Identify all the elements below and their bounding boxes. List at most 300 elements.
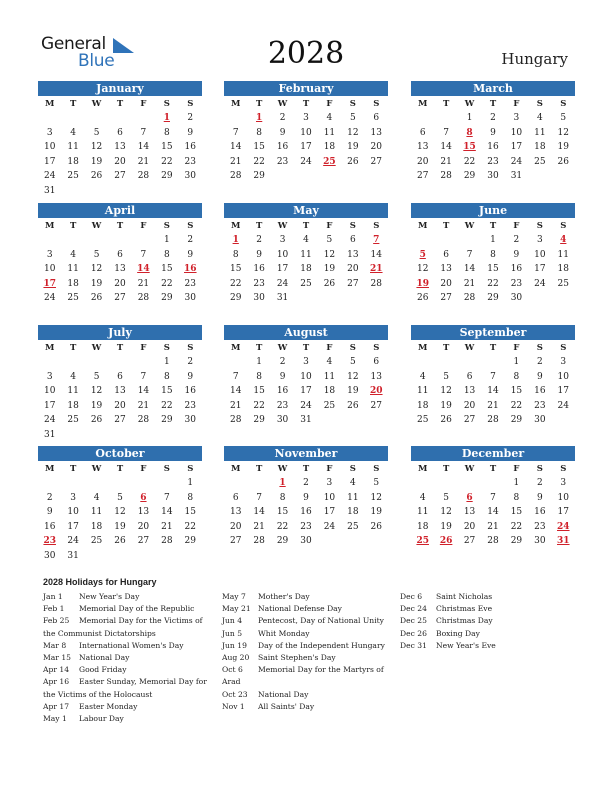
day-cell: 16 xyxy=(510,264,523,274)
weekday-label: S xyxy=(560,464,567,474)
holiday-date: Apr 14 xyxy=(43,665,70,675)
day-cell: 26 xyxy=(416,293,429,303)
day-cell: 20 xyxy=(416,156,429,167)
holiday-day-cell: 7 xyxy=(373,235,380,245)
day-cell: 20 xyxy=(370,142,382,152)
holiday-name: Easter Sunday, Memorial Day for the Victims of the Holocaust xyxy=(43,677,207,699)
holiday-entry xyxy=(222,664,388,688)
empty-day-cell xyxy=(108,355,131,370)
day-cell: 9 xyxy=(187,249,194,260)
day-cell: 14 xyxy=(440,142,452,152)
day-cell: 7 xyxy=(490,371,496,382)
holiday-date: Mar 15 xyxy=(43,653,72,663)
weekday-label: T xyxy=(255,464,263,474)
day-cell: 7 xyxy=(232,127,239,138)
holiday-day-cell: 25 xyxy=(416,536,429,546)
day-cell: 29 xyxy=(184,536,196,546)
day-cell: 31 xyxy=(300,415,312,425)
day-cell: 6 xyxy=(419,127,426,138)
day-cell: 16 xyxy=(534,386,546,396)
holiday-name: All Saints' Day xyxy=(258,701,315,711)
day-cell: 21 xyxy=(137,400,150,411)
weekday-label: T xyxy=(302,221,310,231)
month-day-grid xyxy=(411,461,575,549)
day-cell: 3 xyxy=(560,478,567,488)
day-cell: 26 xyxy=(323,278,336,289)
day-cell: 17 xyxy=(300,386,312,396)
month-day-grid xyxy=(224,96,388,184)
day-cell: 4 xyxy=(70,249,76,260)
empty-day-cell xyxy=(132,476,155,491)
empty-day-cell xyxy=(155,476,178,491)
weekday-label: S xyxy=(373,464,380,474)
day-cell: 16 xyxy=(487,142,499,152)
weekday-label: T xyxy=(442,343,450,353)
weekday-label: T xyxy=(255,343,263,353)
day-cell: 17 xyxy=(276,264,289,274)
holiday-entry xyxy=(43,652,209,664)
day-cell: 16 xyxy=(276,142,289,152)
day-cell: 23 xyxy=(300,521,312,532)
day-cell: 20 xyxy=(463,400,476,411)
month-header: August xyxy=(224,325,388,340)
day-cell: 11 xyxy=(323,127,336,138)
holiday-name: Day of the Independent Hungary xyxy=(258,640,385,650)
weekday-label: S xyxy=(163,99,170,109)
holiday-date: May 1 xyxy=(43,714,67,724)
day-cell: 27 xyxy=(114,293,126,303)
day-cell: 18 xyxy=(416,400,429,411)
weekday-label: M xyxy=(45,99,55,109)
empty-day-cell xyxy=(132,233,155,248)
weekday-label: W xyxy=(91,464,102,474)
weekday-label: W xyxy=(464,464,475,474)
holiday-name: Christmas Eve xyxy=(436,604,493,614)
holiday-date: Jun 19 xyxy=(222,640,247,650)
day-cell: 5 xyxy=(373,478,380,488)
weekday-label: F xyxy=(140,464,147,474)
holiday-entry xyxy=(43,713,209,725)
empty-day-cell xyxy=(434,355,457,370)
day-cell: 18 xyxy=(416,521,429,532)
day-cell: 23 xyxy=(534,521,546,532)
day-cell: 9 xyxy=(303,492,309,503)
day-cell: 28 xyxy=(137,171,150,181)
weekday-label: S xyxy=(187,343,194,353)
holiday-day-cell: 6 xyxy=(466,492,473,503)
day-cell: 10 xyxy=(557,492,569,503)
holiday-date: Oct 6 xyxy=(222,665,243,675)
day-cell: 8 xyxy=(256,127,262,138)
brand-triangle-icon xyxy=(113,38,134,53)
day-cell: 2 xyxy=(187,357,194,367)
day-cell: 16 xyxy=(534,507,546,517)
day-cell: 29 xyxy=(161,171,173,181)
weekday-label: M xyxy=(418,221,428,231)
holiday-day-cell: 26 xyxy=(439,536,453,546)
day-cell: 28 xyxy=(440,171,452,181)
day-cell: 30 xyxy=(276,415,289,425)
month-june xyxy=(411,203,575,306)
holiday-entry xyxy=(222,640,388,652)
day-cell: 3 xyxy=(46,249,53,260)
day-cell: 25 xyxy=(557,278,569,289)
month-january xyxy=(38,81,202,198)
month-header: June xyxy=(411,203,575,218)
day-cell: 15 xyxy=(161,142,173,152)
weekday-label: S xyxy=(349,221,356,231)
weekday-label: F xyxy=(140,221,147,231)
day-cell: 12 xyxy=(90,386,103,396)
day-cell: 10 xyxy=(276,249,289,260)
day-cell: 7 xyxy=(466,249,473,260)
empty-day-cell xyxy=(434,476,457,491)
weekday-label: W xyxy=(464,99,475,109)
month-march xyxy=(411,81,575,184)
day-cell: 28 xyxy=(137,293,150,303)
empty-day-cell xyxy=(132,111,155,126)
day-cell: 25 xyxy=(323,400,336,411)
day-cell: 13 xyxy=(440,264,452,274)
weekday-label: W xyxy=(91,99,102,109)
day-cell: 29 xyxy=(510,415,523,425)
holiday-date: Jun 4 xyxy=(222,616,243,626)
day-cell: 14 xyxy=(229,142,242,152)
holiday-date: Dec 25 xyxy=(400,616,427,626)
weekday-label: T xyxy=(255,99,263,109)
day-cell: 5 xyxy=(349,357,356,367)
day-cell: 26 xyxy=(347,400,359,411)
empty-day-cell xyxy=(85,476,108,491)
day-cell: 12 xyxy=(347,371,359,382)
day-cell: 20 xyxy=(440,278,452,289)
holiday-name: Easter Monday xyxy=(79,701,138,711)
weekday-label: F xyxy=(513,343,520,353)
empty-day-cell xyxy=(85,111,108,126)
month-november xyxy=(224,446,388,549)
day-cell: 13 xyxy=(370,371,382,382)
weekday-label: S xyxy=(560,221,567,231)
day-cell: 27 xyxy=(114,171,126,181)
empty-day-cell xyxy=(458,476,481,491)
day-cell: 10 xyxy=(300,127,312,138)
day-cell: 13 xyxy=(463,386,476,396)
day-cell: 11 xyxy=(67,386,79,396)
day-cell: 11 xyxy=(416,386,429,396)
weekday-label: M xyxy=(231,221,241,231)
day-cell: 19 xyxy=(347,386,359,396)
day-cell: 8 xyxy=(163,371,170,382)
day-cell: 27 xyxy=(440,293,452,303)
day-cell: 5 xyxy=(443,492,449,503)
weekday-label: M xyxy=(418,464,428,474)
day-cell: 7 xyxy=(490,492,496,503)
weekday-label: T xyxy=(116,221,124,231)
day-cell: 28 xyxy=(161,536,173,546)
day-cell: 5 xyxy=(93,127,100,138)
weekday-label: F xyxy=(326,99,333,109)
day-cell: 2 xyxy=(279,357,286,367)
holiday-day-cell: 1 xyxy=(279,478,286,488)
day-cell: 26 xyxy=(114,536,126,546)
empty-day-cell xyxy=(411,111,434,126)
day-cell: 4 xyxy=(326,113,333,123)
brand-logo xyxy=(41,34,141,74)
weekday-label: S xyxy=(187,221,194,231)
day-cell: 16 xyxy=(276,386,289,396)
weekday-label: S xyxy=(163,221,170,231)
day-cell: 23 xyxy=(487,156,499,167)
day-cell: 11 xyxy=(557,249,569,260)
empty-day-cell xyxy=(61,355,84,370)
holiday-entry xyxy=(43,664,209,676)
day-cell: 3 xyxy=(303,113,309,123)
day-cell: 8 xyxy=(490,249,496,260)
day-cell: 12 xyxy=(347,127,359,138)
weekday-label: T xyxy=(489,99,497,109)
day-cell: 25 xyxy=(416,415,429,425)
month-header: March xyxy=(411,81,575,96)
holiday-date: Dec 24 xyxy=(400,604,427,614)
holiday-name: Memorial Day for the Victims of the Communist Dictatorships xyxy=(43,616,203,638)
holiday-entry xyxy=(400,615,570,627)
day-cell: 13 xyxy=(416,142,429,152)
weekday-label: S xyxy=(373,221,380,231)
weekday-label: M xyxy=(418,99,428,109)
day-cell: 20 xyxy=(114,156,126,167)
day-cell: 23 xyxy=(184,400,196,411)
holiday-date: Aug 20 xyxy=(222,653,250,663)
day-cell: 19 xyxy=(323,264,336,274)
day-cell: 27 xyxy=(137,536,150,546)
day-cell: 25 xyxy=(90,536,103,546)
day-cell: 9 xyxy=(46,507,53,517)
weekday-label: F xyxy=(513,464,520,474)
day-cell: 12 xyxy=(440,386,452,396)
holiday-date: May 21 xyxy=(222,604,251,614)
day-cell: 30 xyxy=(253,293,265,303)
weekday-label: T xyxy=(69,343,77,353)
day-cell: 26 xyxy=(557,156,569,167)
month-header: October xyxy=(38,446,202,461)
day-cell: 2 xyxy=(513,235,520,245)
day-cell: 15 xyxy=(510,386,523,396)
day-cell: 19 xyxy=(370,507,382,517)
day-cell: 3 xyxy=(46,127,53,138)
day-cell: 12 xyxy=(114,507,126,517)
day-cell: 6 xyxy=(349,235,356,245)
day-cell: 22 xyxy=(161,400,173,411)
day-cell: 14 xyxy=(137,142,150,152)
day-cell: 19 xyxy=(90,278,103,289)
holiday-day-cell: 16 xyxy=(184,264,197,274)
day-cell: 28 xyxy=(487,415,499,425)
weekday-label: W xyxy=(91,221,102,231)
day-cell: 31 xyxy=(510,171,523,181)
day-cell: 25 xyxy=(67,171,79,181)
month-day-grid xyxy=(224,461,388,549)
day-cell: 13 xyxy=(370,127,382,138)
day-cell: 27 xyxy=(416,171,429,181)
holiday-date: Dec 31 xyxy=(400,640,427,650)
holidays-title: 2028 Holidays for Hungary xyxy=(43,577,157,587)
month-header: September xyxy=(411,325,575,340)
weekday-label: S xyxy=(163,464,170,474)
day-cell: 2 xyxy=(536,478,543,488)
holidays-section xyxy=(43,577,573,724)
empty-day-cell xyxy=(132,355,155,370)
day-cell: 18 xyxy=(300,264,312,274)
holiday-entry xyxy=(222,701,388,713)
holiday-entry xyxy=(400,640,570,652)
holiday-date: Dec 26 xyxy=(400,628,427,638)
day-cell: 22 xyxy=(253,156,265,167)
day-cell: 27 xyxy=(370,400,382,411)
day-cell: 26 xyxy=(90,415,103,425)
day-cell: 4 xyxy=(303,235,309,245)
day-cell: 9 xyxy=(536,371,543,382)
day-cell: 15 xyxy=(229,264,242,274)
day-cell: 25 xyxy=(300,278,312,289)
day-cell: 24 xyxy=(43,293,56,303)
holiday-name: Saint Nicholas xyxy=(436,592,493,601)
holiday-day-cell: 5 xyxy=(419,249,426,260)
day-cell: 6 xyxy=(117,127,123,138)
day-cell: 28 xyxy=(229,171,242,181)
holiday-name: Labour Day xyxy=(79,714,124,724)
day-cell: 5 xyxy=(326,235,333,245)
holiday-entry xyxy=(222,591,388,603)
day-cell: 22 xyxy=(161,156,173,167)
day-cell: 23 xyxy=(276,156,289,167)
day-cell: 9 xyxy=(536,492,543,503)
day-cell: 28 xyxy=(229,415,242,425)
holiday-name: Saint Stephen's Day xyxy=(258,653,336,663)
day-cell: 6 xyxy=(466,371,473,382)
day-cell: 8 xyxy=(279,492,286,503)
day-cell: 8 xyxy=(256,371,262,382)
day-cell: 18 xyxy=(323,386,336,396)
day-cell: 16 xyxy=(184,142,196,152)
weekday-label: F xyxy=(326,343,333,353)
day-cell: 1 xyxy=(163,357,170,367)
empty-day-cell xyxy=(481,476,504,491)
day-cell: 9 xyxy=(256,249,262,260)
day-cell: 15 xyxy=(253,386,265,396)
holiday-date: Jun 5 xyxy=(222,628,243,638)
day-cell: 18 xyxy=(90,521,103,532)
weekday-label: W xyxy=(464,343,475,353)
day-cell: 7 xyxy=(232,371,239,382)
weekday-label: W xyxy=(277,464,288,474)
day-cell: 5 xyxy=(560,113,567,123)
weekday-label: T xyxy=(489,343,497,353)
day-cell: 10 xyxy=(534,249,546,260)
holiday-name: Mother's Day xyxy=(258,592,310,601)
weekday-label: W xyxy=(277,343,288,353)
holiday-date: Apr 17 xyxy=(43,701,70,711)
holiday-column xyxy=(222,591,388,713)
day-cell: 19 xyxy=(90,156,103,167)
weekday-label: S xyxy=(560,99,567,109)
day-cell: 15 xyxy=(253,142,265,152)
holiday-name: National Day xyxy=(79,653,130,663)
day-cell: 24 xyxy=(510,156,523,167)
day-cell: 28 xyxy=(487,536,499,546)
day-cell: 1 xyxy=(187,478,194,488)
month-header: December xyxy=(411,446,575,461)
day-cell: 27 xyxy=(347,278,359,289)
day-cell: 29 xyxy=(253,171,265,181)
empty-day-cell xyxy=(224,111,247,126)
day-cell: 21 xyxy=(229,156,242,167)
day-cell: 11 xyxy=(90,507,103,517)
day-cell: 20 xyxy=(463,521,476,532)
day-cell: 3 xyxy=(513,113,520,123)
day-cell: 19 xyxy=(90,400,103,411)
holiday-day-cell: 21 xyxy=(370,264,383,274)
day-cell: 12 xyxy=(557,127,569,138)
day-cell: 3 xyxy=(70,492,76,503)
day-cell: 19 xyxy=(347,142,359,152)
holiday-date: Feb 25 xyxy=(43,616,70,626)
day-cell: 21 xyxy=(229,400,242,411)
month-december xyxy=(411,446,575,549)
weekday-label: T xyxy=(69,221,77,231)
weekday-label: F xyxy=(513,99,520,109)
day-cell: 11 xyxy=(416,507,429,517)
day-cell: 29 xyxy=(276,536,289,546)
holiday-entry xyxy=(222,689,388,701)
day-cell: 6 xyxy=(117,371,123,382)
day-cell: 13 xyxy=(137,507,150,517)
weekday-label: T xyxy=(69,99,77,109)
day-cell: 14 xyxy=(370,249,382,260)
day-cell: 9 xyxy=(513,249,520,260)
day-cell: 21 xyxy=(487,521,499,532)
day-cell: 19 xyxy=(114,521,126,532)
month-day-grid xyxy=(38,461,202,563)
day-cell: 24 xyxy=(557,400,569,411)
weekday-label: W xyxy=(464,221,475,231)
day-cell: 23 xyxy=(253,278,265,289)
weekday-label: T xyxy=(489,221,497,231)
day-cell: 26 xyxy=(90,293,103,303)
holiday-entry xyxy=(222,615,388,627)
month-header: January xyxy=(38,81,202,96)
day-cell: 10 xyxy=(67,507,79,517)
day-cell: 20 xyxy=(137,521,150,532)
day-cell: 27 xyxy=(463,415,476,425)
day-cell: 29 xyxy=(510,536,523,546)
weekday-label: S xyxy=(373,343,380,353)
holiday-date: Dec 6 xyxy=(400,592,423,601)
holiday-name: Boxing Day xyxy=(436,628,480,638)
day-cell: 22 xyxy=(510,521,523,532)
holiday-date: Oct 23 xyxy=(222,689,248,699)
weekday-label: S xyxy=(536,221,543,231)
day-cell: 30 xyxy=(43,550,56,561)
day-cell: 8 xyxy=(163,127,170,138)
day-cell: 25 xyxy=(67,293,79,303)
day-cell: 14 xyxy=(487,386,499,396)
day-cell: 9 xyxy=(279,371,286,382)
day-cell: 26 xyxy=(90,171,103,181)
day-cell: 8 xyxy=(513,492,520,503)
month-august xyxy=(224,325,388,428)
holiday-date: Jan 1 xyxy=(43,592,63,601)
weekday-label: S xyxy=(187,99,194,109)
